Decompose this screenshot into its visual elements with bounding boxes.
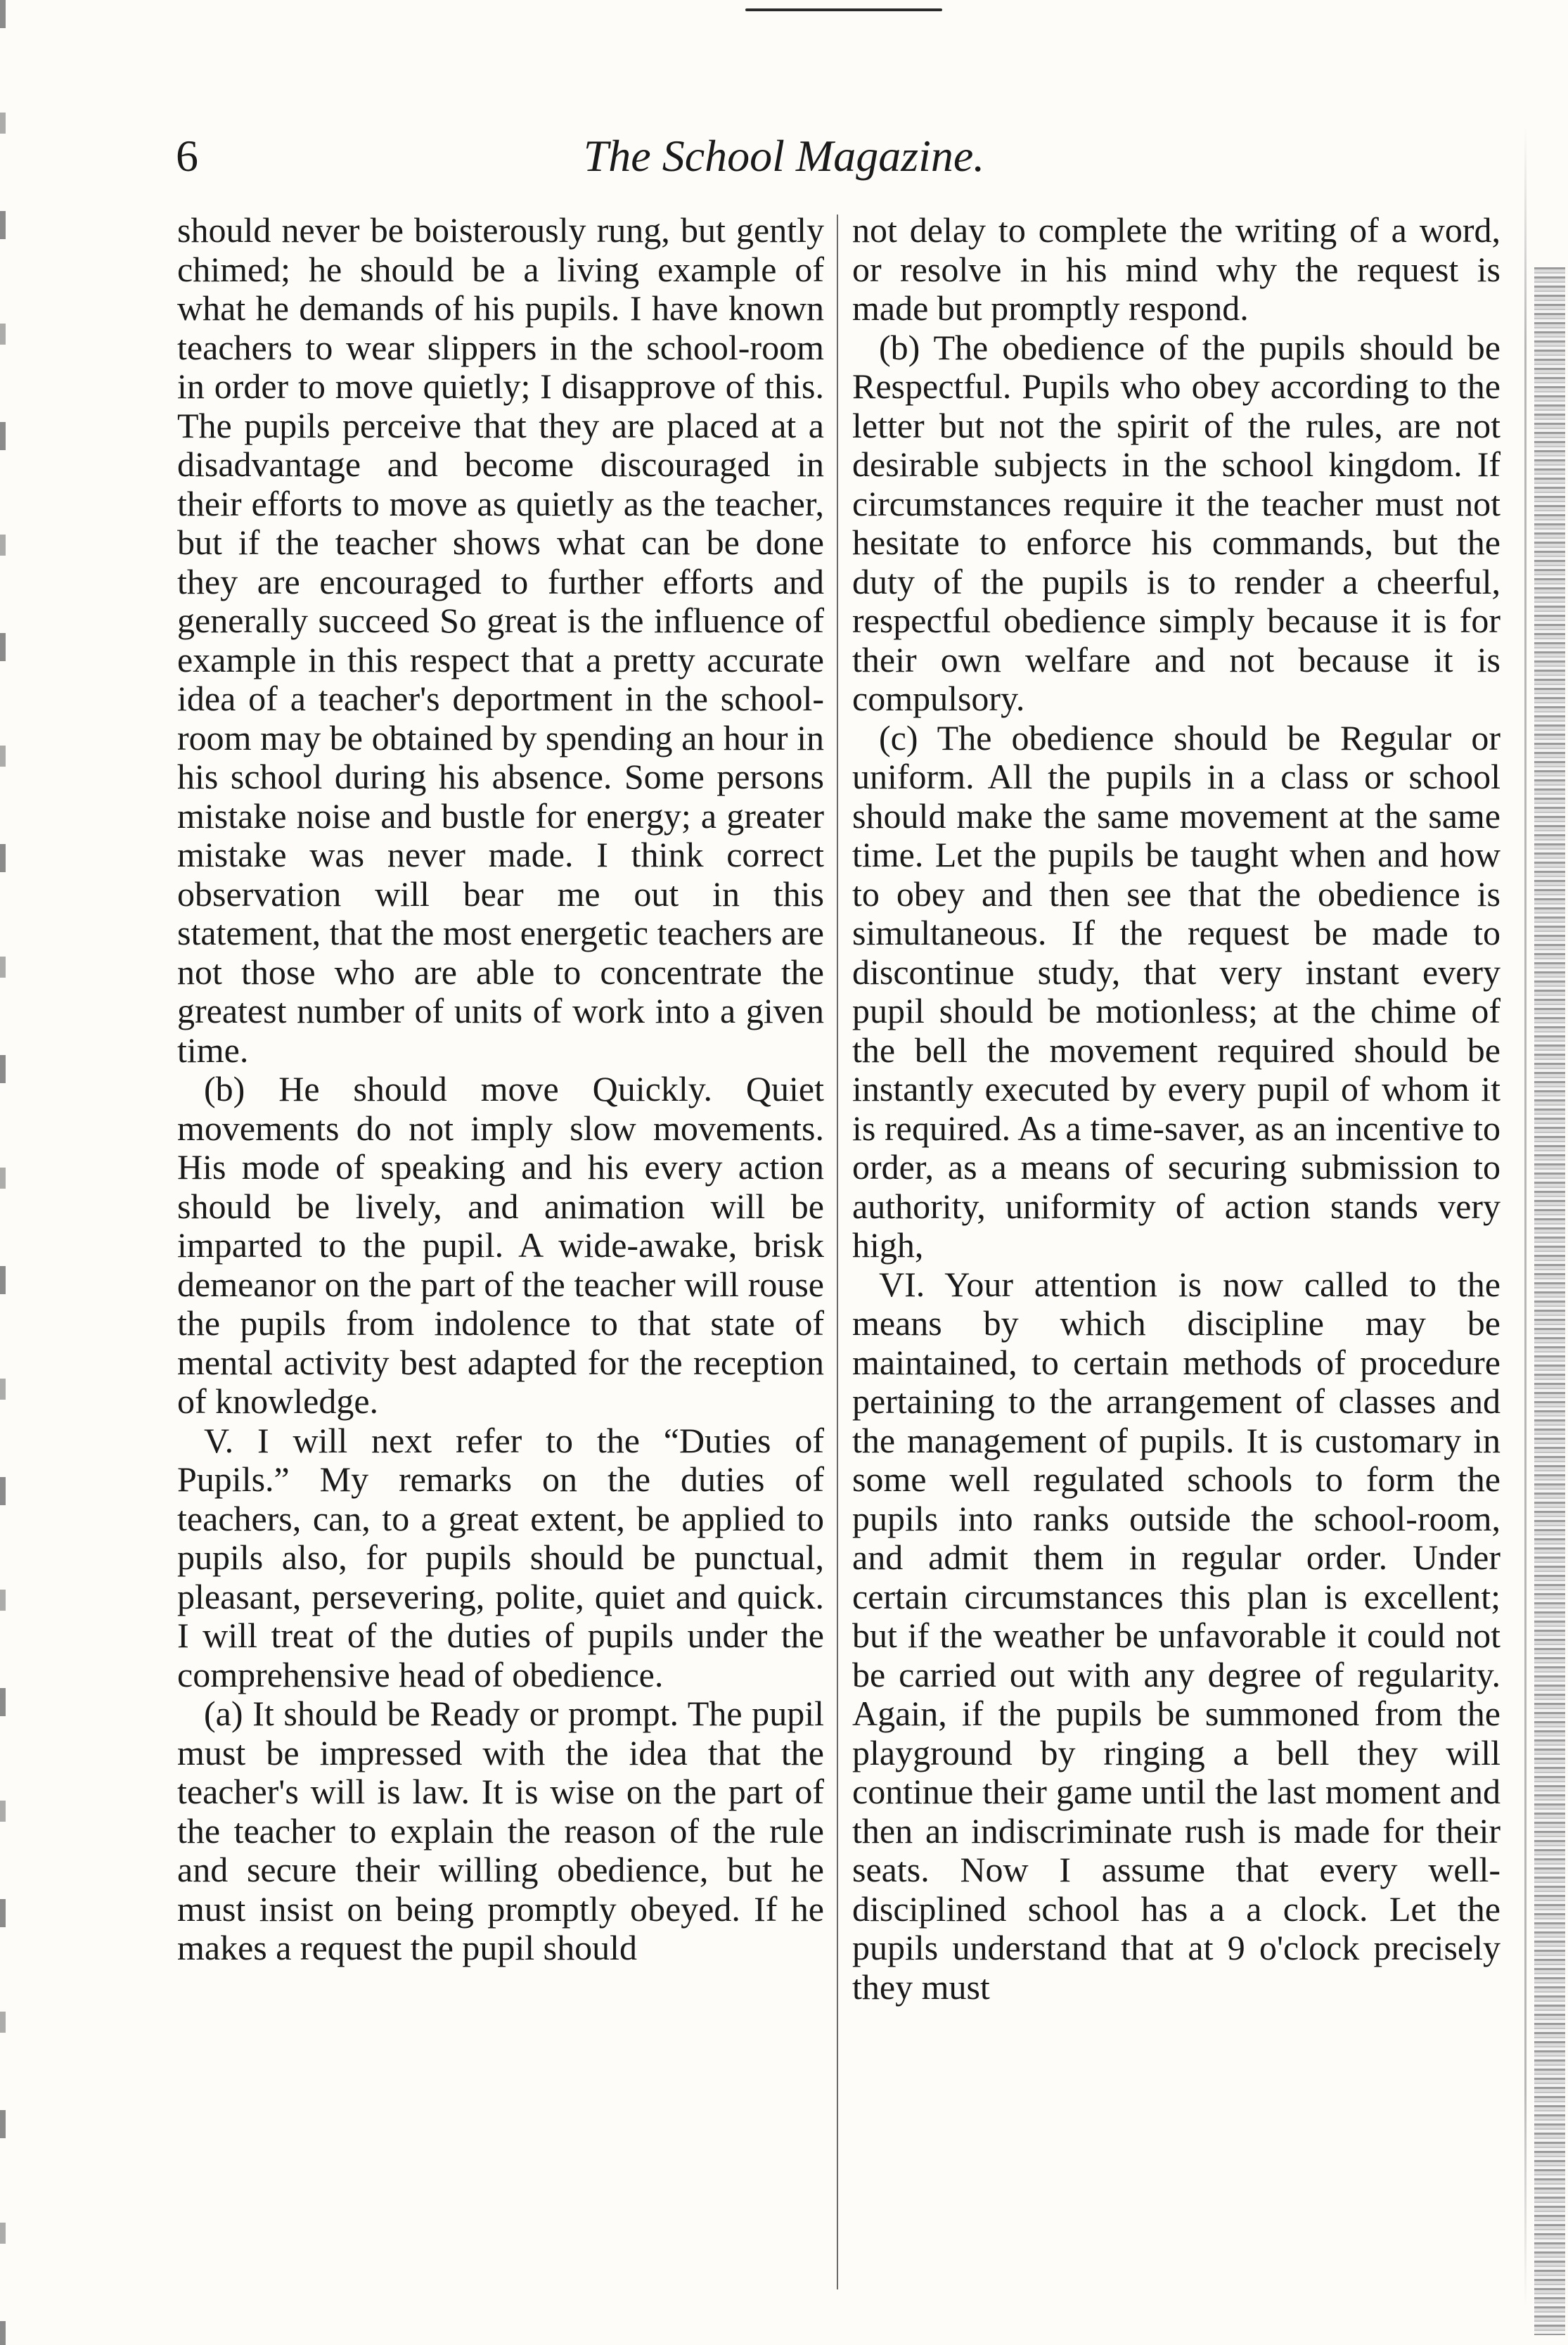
paragraph: should never be boisterously rung, but gently chimed; he should be a living example of what he demands of his pupils. I have known teachers to wear slippers in the school-room in order to move quietly; I disapprove of this. The pupils perceive that they are placed at a disadvantage and become discouraged in their efforts to move as quietly as the teacher, but if the teacher shows what can be done they are encouraged to further efforts and generally succeed So great is the influence of example in this respect that a pretty accurate idea of a teacher's deportment in the school-room may be obtained by spending an hour in his school during his absence. Some persons mistake noise and bustle for energy; a greater mistake was never made. I think correct observation will bear me out in this statement, that the most energetic teachers are not those who are able to concentrate the greatest number of units of work into a given time. [177,211,824,1070]
scan-right-line [1524,127,1527,2307]
scan-right-edge [1534,267,1565,2335]
paragraph: (b) He should move Quickly. Quiet movements do not imply slow movements. His mode of speaking and his every action should be lively, and animation will be imparted to the pupil. A wide-awake, brisk demeanor on the part of the teacher will rouse the pupils from indolence to that state of mental activity best adapted for the reception of knowledge. [177,1069,824,1421]
running-title: The School Magazine. [583,131,985,181]
left-column [177,211,824,2293]
page-header [0,130,1568,207]
paragraph: (c) The obedience should be Regular or uniform. All the pupils in a class or school should make the same movement at the same time. Let the pupils be taught when and how to obey and then see that the obedience is simultaneous. If the request be made to discontinue study, that very instant every pupil should be motionless; at the chime of the bell the movement required should be instantly executed by every pupil of whom it is required. As a time-saver, as an incentive to order, as a means of securing submission to authority, uniformity of action stands very high, [852,717,1500,1265]
paragraph: not delay to complete the writing of a word, or resolve in his mind why the request is made but promptly respond. [852,211,1500,328]
top-decorative-rule [745,8,942,11]
page-number: 6 [176,131,198,181]
paragraph: (a) It should be Ready or prompt. The pupil must be impressed with the idea that the teacher's will is law. It is wise on the part of the teacher to explain the reason of the rule and secure their willing obedience, but he must insist on being promptly obeyed. If he makes a request the pupil should [177,1694,824,1967]
column-divider [837,215,838,2289]
scan-left-edge [0,0,6,2345]
right-column [852,211,1500,2293]
paragraph: (b) The obedience of the pupils should be Respectful. Pupils who obey according to the letter but not the spirit of the rules, are not desirable subjects in the school kingdom. If circumstances require it the teacher must not hesitate to enforce his commands, but the duty of the pupils is to render a cheerful, respectful obedience simply because it is for their own welfare and not because it is compulsory. [852,327,1500,718]
paragraph: V. I will next refer to the “Duties of Pupils.” My remarks on the duties of teachers, can, to a great extent, be applied to pupils also, for pupils should be punctual, pleasant, persevering, polite, quiet and quick. I will treat of the duties of pupils under the comprehensive head of obedience. [177,1420,824,1694]
paragraph: VI. Your attention is now called to the means by which discipline may be maintained, to certain methods of procedure pertaining to the arrangement of classes and the management of pupils. It is customary in some well regulated schools to form the pupils into ranks outside the school-room, and admit them in regular order. Under certain circumstances this plan is excellent; but if the weather be unfavorable it could not be carried out with any degree of regularity. Again, if the pupils be summoned from the playground by ringing a bell they will continue their game until the last moment and then an indiscriminate rush is made for their seats. Now I assume that every well-disciplined school has a a clock. Let the pupils understand that at 9 o'clock precisely they must [852,1264,1500,2007]
